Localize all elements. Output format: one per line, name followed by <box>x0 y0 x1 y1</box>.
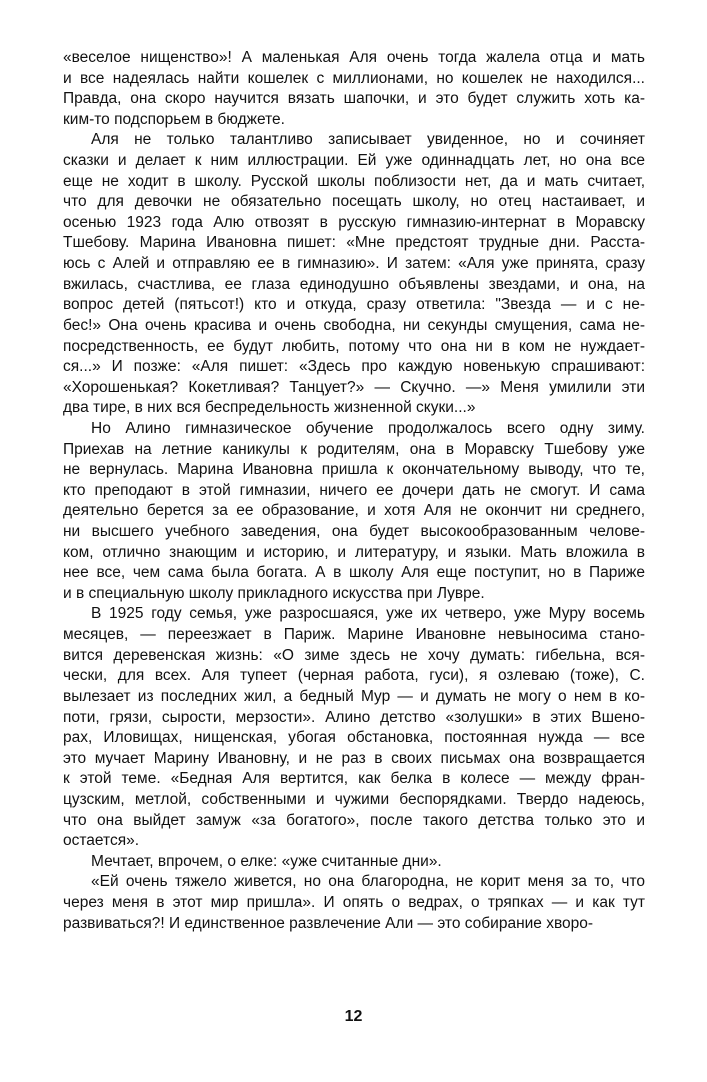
text-line: развиваться?! И единственное развлечение Али — это собирание хворо- <box>63 914 594 932</box>
text-line: ни высшего учебного заведения, она будет высокообразованным челове- <box>63 523 645 541</box>
text-line: Мечтает, впрочем, о елке: «уже считанные дни». <box>91 852 442 870</box>
paragraph <box>63 419 645 604</box>
text-line: цузским, метлой, собственными и чужими беспорядками. Твердо надеюсь, <box>63 790 645 808</box>
text-line: деятельно берется за ее образование, и хотя Аля не окончит ни среднего, <box>63 502 645 520</box>
text-line: ким-то подспорьем в бюджете. <box>63 110 285 128</box>
text-line: вопрос детей (пятьсот!) кто и откуда, сразу ответила: "Звезда — и с не- <box>63 296 645 314</box>
text-line: бес!» Она очень красива и очень свободна, ни секунды смущения, сама не- <box>63 316 645 334</box>
text-line: что она выйдет замуж «за богатого», после такого детства только это и <box>63 811 645 829</box>
text-line: «Хорошенькая? Кокетливая? Танцует?» — Скучно. —» Меня умилили эти <box>63 378 645 396</box>
text-line: поти, грязи, сырости, мерзости». Алино детство «золушки» в этих Вшено- <box>63 708 645 726</box>
text-line: вылезает из последних жил, а бедный Мур — и думать не могу о нем в ко- <box>63 687 645 705</box>
text-line: В 1925 году семья, уже разросшаяся, уже их четверо, уже Муру восемь <box>91 605 645 623</box>
text-line: нее все, чем сама была богата. А в школу Аля еще поступит, но в Париже <box>63 564 645 582</box>
text-line: месяцев, — переезжает в Париж. Марине Ивановне невыносима стано- <box>63 626 645 644</box>
text-line: кто преподают в этой гимназии, ничего ее дочери дать не смогут. И сама <box>63 481 645 499</box>
text-line: к этой теме. «Бедная Аля вертится, как белка в колесе — между фран- <box>63 770 645 788</box>
text-line: ся...» И позже: «Аля пишет: «Здесь про каждую новенькую спрашивают: <box>63 358 645 376</box>
text-line: посредственность, ее будут любить, потому что она ни в ком не нуждает- <box>63 337 645 355</box>
text-line: что для девочки не обязательно посещать школу, но отец настаивает, и <box>63 193 645 211</box>
text-line: Правда, она скоро научится вязать шапочки, и это будет служить хоть ка- <box>63 90 645 108</box>
text-line: и в специальную школу прикладного искусства при Лувре. <box>63 584 485 602</box>
text-line: рах, Иловищах, нищенская, убогая обстановка, постоянная нужда — все <box>63 729 645 747</box>
text-line: Приехав на летние каникулы к родителям, она в Моравску Тшебову уже <box>63 440 645 458</box>
text-line: осенью 1923 года Алю отвозят в русскую гимназию-интернат в Моравску <box>63 213 645 231</box>
text-line: еще не ходит в школу. Русской школы поблизости нет, да и мать считает, <box>63 172 645 190</box>
paragraph <box>63 130 645 419</box>
text-line: «веселое нищенство»! А маленькая Аля очень тогда жалела отца и мать <box>63 49 645 66</box>
text-line: вжилась, счастлива, ее глаза единодушно объявлены звездами, и она, на <box>63 275 645 293</box>
text-line: не вернулась. Марина Ивановна пришла к окончательному выводу, что те, <box>63 461 645 479</box>
text-line: ком, отлично знающим и историю, и литературу, и языки. Мать вложила в <box>63 543 645 561</box>
text-line: сказки и делает к ним иллюстрации. Ей уже одиннадцать лет, но она все <box>63 152 645 170</box>
text-line: чески, для всех. Аля тупеет (черная работа, гуси), я озлеваю (тоже), С. <box>63 667 645 685</box>
text-line: юсь с Алей и отправляю ее в гимназию». И затем: «Аля уже принята, сразу <box>63 255 645 273</box>
text-line: через меня в этот мир пришла». И опять о ведрах, о тряпках — и как тут <box>63 893 645 911</box>
text-line: Но Алино гимназическое обучение продолжалось всего одну зиму. <box>91 419 645 437</box>
text-line: два тире, в них вся беспредельность жизненной скуки...» <box>63 399 476 417</box>
text-line: остается». <box>63 832 140 850</box>
paragraph <box>63 852 645 873</box>
text-line: это мучает Марину Ивановну, и не раз в своих письмах она возвращается <box>63 749 645 767</box>
text-line: вится деревенская жизнь: «О зиме здесь не хочу думать: гибельна, вся- <box>63 646 645 664</box>
text-line: Тшебову. Марина Ивановна пишет: «Мне предстоят трудные дни. Расста- <box>63 234 645 252</box>
page-number: 12 <box>344 1008 363 1025</box>
text-line: «Ей очень тяжело живется, но она благородна, не корит меня за то, что <box>91 873 645 891</box>
body-text <box>63 48 645 934</box>
text-line: и все надеялась найти кошелек с миллионами, но кошелек не находился... <box>63 69 645 87</box>
paragraph <box>63 48 645 130</box>
paragraph <box>63 872 645 934</box>
text-line: Аля не только талантливо записывает увиденное, но и сочиняет <box>91 131 645 149</box>
paragraph <box>63 604 645 851</box>
